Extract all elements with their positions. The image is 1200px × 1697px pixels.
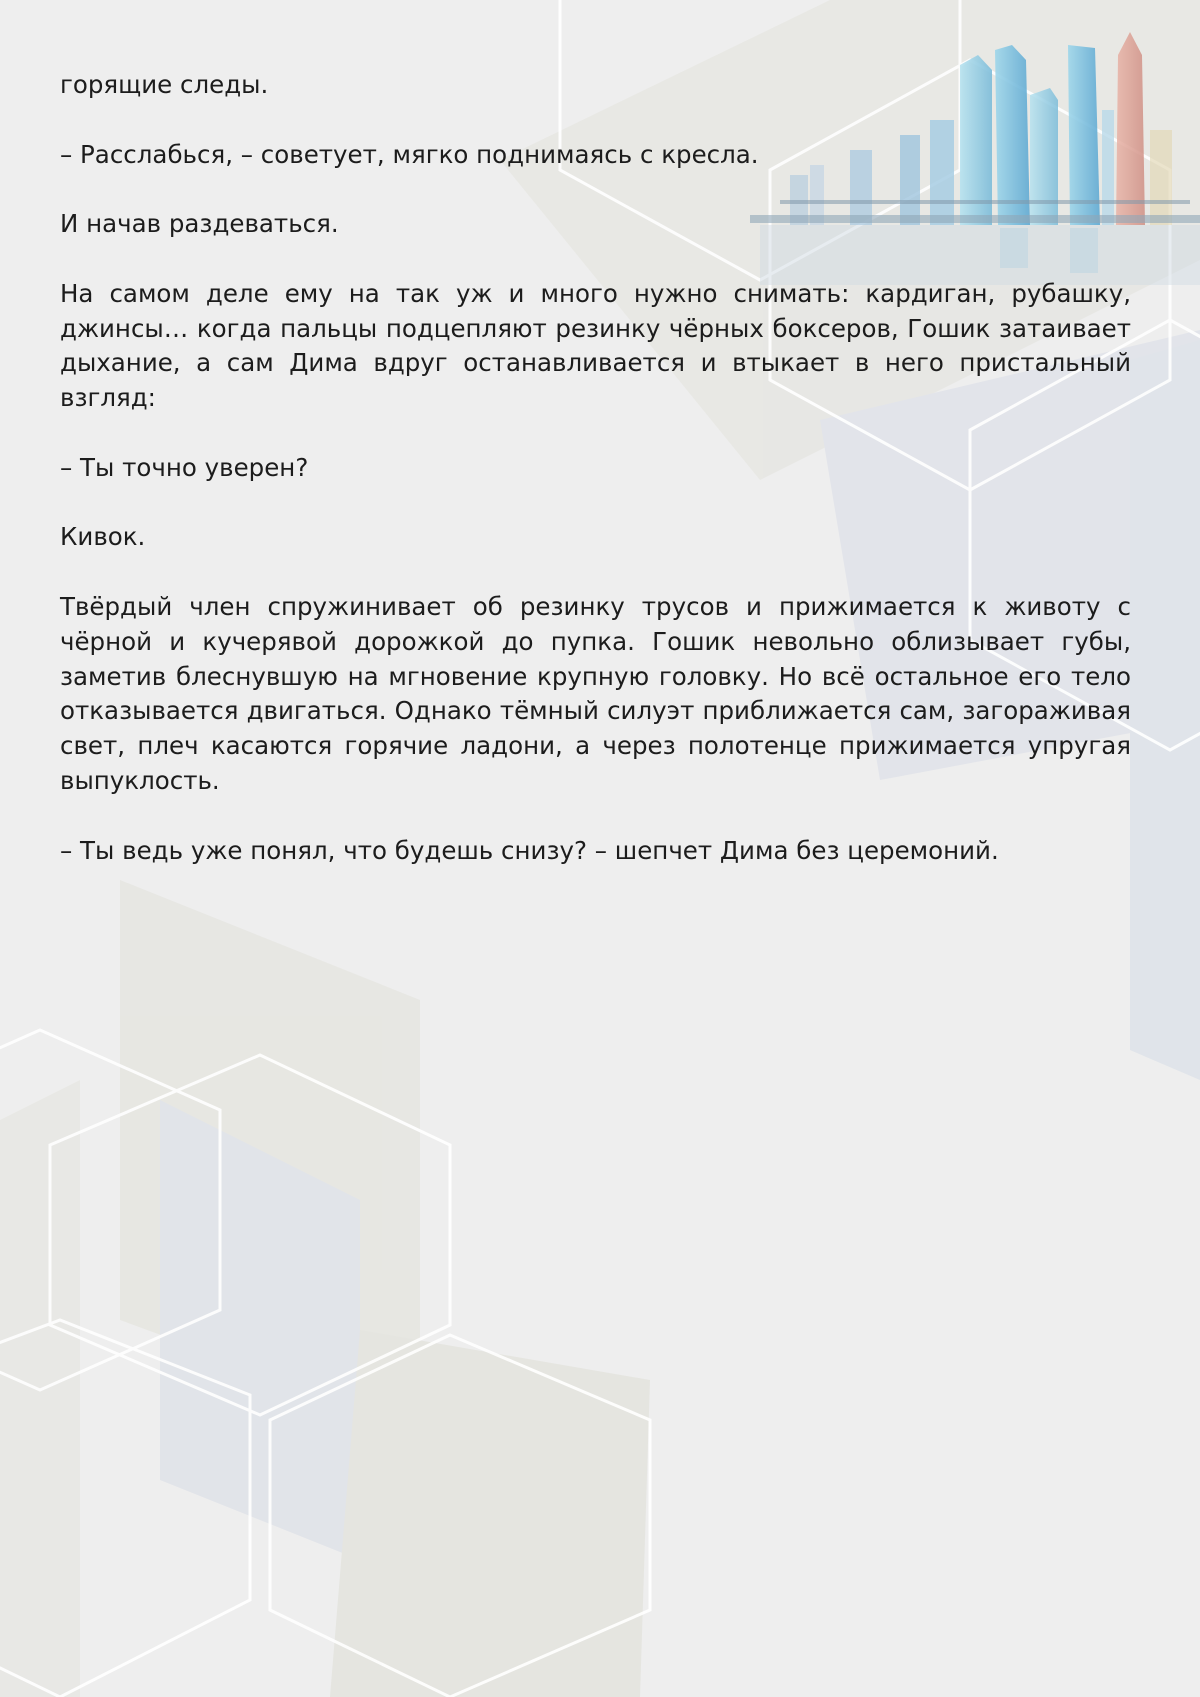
paragraph: И начав раздеваться. <box>60 209 339 239</box>
paragraph: На самом деле ему на так уж и много нужно снимать: кардиган, рубашку, джинсы… когда пальцы подцепляют резинку чёрных боксеров, Гошик затаивает дыхание, а сам Дима вдруг останавливается и втыкает в него пристальный взгляд: <box>60 278 1131 413</box>
paragraph: Кивок. <box>60 522 146 552</box>
paragraph: – Ты ведь уже понял, что будешь снизу? – шепчет Дима без церемоний. <box>60 835 999 865</box>
paragraph: горящие следы. <box>60 70 269 99</box>
document-body <box>60 68 1131 903</box>
paragraph: – Ты точно уверен? <box>60 452 309 482</box>
paragraph: Твёрдый член спружинивает об резинку трусов и прижимается к животу с чёрной и кучерявой дорожкой до пупка. Гошик невольно облизывает губы, заметив блеснувшую на мгновение крупную головку. Но всё остальное его тело отказывается двигаться. Однако тёмный силуэт приближается сам, загораживая свет, плеч касаются горячие ладони, а через полотенце прижимается упругая выпуклость. <box>60 591 1131 795</box>
paragraph: – Расслабься, – советует, мягко поднимаясь с кресла. <box>60 139 759 169</box>
